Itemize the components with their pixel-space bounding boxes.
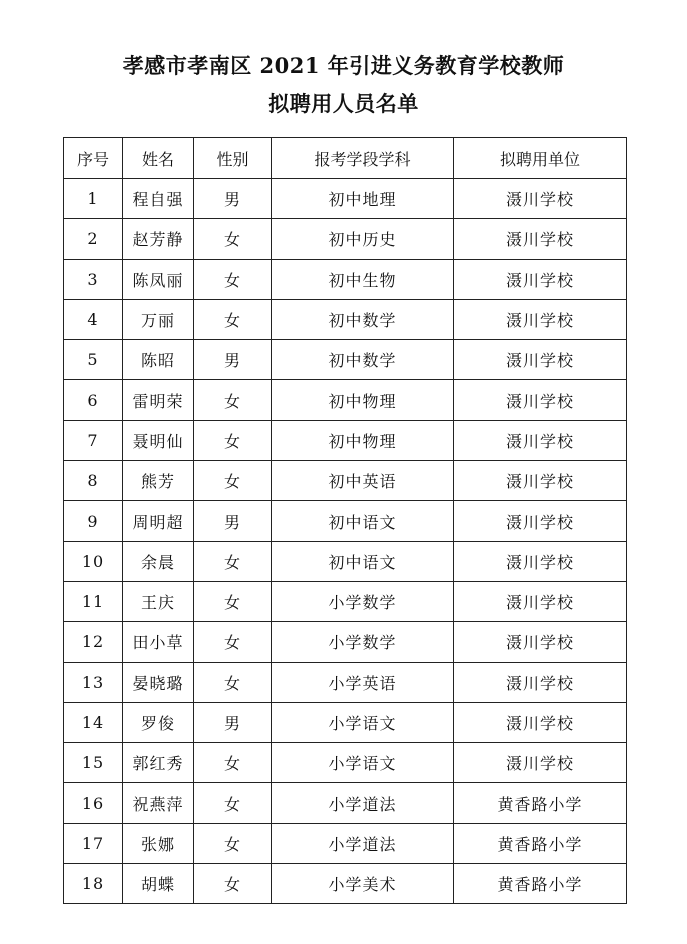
header-subject: 报考学段学科 xyxy=(272,138,454,179)
cell-serial-number: 13 xyxy=(64,662,123,702)
cell-hiring-unit: 滠川学校 xyxy=(454,380,627,420)
cell-serial-number: 10 xyxy=(64,541,123,581)
cell-hiring-unit: 滠川学校 xyxy=(454,420,627,460)
table-row xyxy=(64,461,627,501)
cell-name: 赵芳静 xyxy=(123,219,194,259)
table-row xyxy=(64,501,627,541)
cell-hiring-unit: 滠川学校 xyxy=(454,622,627,662)
cell-serial-number: 5 xyxy=(64,340,123,380)
cell-gender: 女 xyxy=(194,420,272,460)
cell-gender: 女 xyxy=(194,461,272,501)
cell-gender: 男 xyxy=(194,501,272,541)
cell-subject: 初中英语 xyxy=(272,461,454,501)
table-row xyxy=(64,823,627,863)
cell-gender: 女 xyxy=(194,380,272,420)
cell-subject: 小学英语 xyxy=(272,662,454,702)
header-gender: 性别 xyxy=(194,138,272,179)
cell-name: 罗俊 xyxy=(123,702,194,742)
cell-name: 陈凤丽 xyxy=(123,259,194,299)
table-header-row xyxy=(64,138,627,179)
cell-name: 王庆 xyxy=(123,581,194,621)
cell-subject: 初中语文 xyxy=(272,501,454,541)
table-row xyxy=(64,581,627,621)
cell-name: 程自强 xyxy=(123,179,194,219)
cell-hiring-unit: 黄香路小学 xyxy=(454,783,627,823)
cell-subject: 初中语文 xyxy=(272,541,454,581)
cell-hiring-unit: 滠川学校 xyxy=(454,340,627,380)
header-name: 姓名 xyxy=(123,138,194,179)
cell-subject: 小学数学 xyxy=(272,622,454,662)
cell-serial-number: 18 xyxy=(64,864,123,904)
cell-subject: 初中物理 xyxy=(272,420,454,460)
table-row xyxy=(64,299,627,339)
cell-subject: 小学语文 xyxy=(272,743,454,783)
cell-hiring-unit: 滠川学校 xyxy=(454,581,627,621)
cell-serial-number: 8 xyxy=(64,461,123,501)
table-row xyxy=(64,340,627,380)
cell-serial-number: 7 xyxy=(64,420,123,460)
cell-gender: 男 xyxy=(194,340,272,380)
table-row xyxy=(64,420,627,460)
table-body xyxy=(64,179,627,904)
table-row xyxy=(64,743,627,783)
cell-gender: 女 xyxy=(194,864,272,904)
cell-name: 余晨 xyxy=(123,541,194,581)
document-title-line2: 拟聘用人员名单 xyxy=(268,91,419,116)
table-row xyxy=(64,662,627,702)
cell-hiring-unit: 滠川学校 xyxy=(454,702,627,742)
cell-gender: 女 xyxy=(194,662,272,702)
cell-name: 晏晓璐 xyxy=(123,662,194,702)
cell-gender: 女 xyxy=(194,581,272,621)
cell-subject: 小学数学 xyxy=(272,581,454,621)
table-row xyxy=(64,179,627,219)
cell-serial-number: 3 xyxy=(64,259,123,299)
cell-serial-number: 6 xyxy=(64,380,123,420)
cell-hiring-unit: 黄香路小学 xyxy=(454,823,627,863)
table-row xyxy=(64,380,627,420)
cell-gender: 女 xyxy=(194,743,272,783)
cell-gender: 女 xyxy=(194,299,272,339)
cell-gender: 女 xyxy=(194,259,272,299)
cell-name: 张娜 xyxy=(123,823,194,863)
cell-serial-number: 14 xyxy=(64,702,123,742)
cell-gender: 男 xyxy=(194,179,272,219)
cell-hiring-unit: 滠川学校 xyxy=(454,541,627,581)
cell-hiring-unit: 黄香路小学 xyxy=(454,864,627,904)
table-row xyxy=(64,864,627,904)
table-row xyxy=(64,622,627,662)
cell-serial-number: 9 xyxy=(64,501,123,541)
cell-gender: 女 xyxy=(194,622,272,662)
cell-gender: 女 xyxy=(194,783,272,823)
cell-subject: 初中历史 xyxy=(272,219,454,259)
cell-hiring-unit: 滠川学校 xyxy=(454,501,627,541)
cell-subject: 小学美术 xyxy=(272,864,454,904)
cell-serial-number: 15 xyxy=(64,743,123,783)
cell-subject: 初中数学 xyxy=(272,340,454,380)
cell-name: 雷明荣 xyxy=(123,380,194,420)
cell-hiring-unit: 滠川学校 xyxy=(454,299,627,339)
cell-serial-number: 11 xyxy=(64,581,123,621)
cell-hiring-unit: 滠川学校 xyxy=(454,461,627,501)
cell-serial-number: 4 xyxy=(64,299,123,339)
cell-gender: 女 xyxy=(194,823,272,863)
cell-subject: 初中物理 xyxy=(272,380,454,420)
table-row xyxy=(64,219,627,259)
header-hiring-unit: 拟聘用单位 xyxy=(454,138,627,179)
cell-serial-number: 17 xyxy=(64,823,123,863)
cell-gender: 男 xyxy=(194,702,272,742)
hiring-roster-table xyxy=(63,137,627,904)
cell-serial-number: 1 xyxy=(64,179,123,219)
cell-serial-number: 2 xyxy=(64,219,123,259)
cell-hiring-unit: 滠川学校 xyxy=(454,743,627,783)
cell-serial-number: 16 xyxy=(64,783,123,823)
cell-name: 聂明仙 xyxy=(123,420,194,460)
cell-subject: 小学道法 xyxy=(272,823,454,863)
cell-gender: 女 xyxy=(194,219,272,259)
table-row xyxy=(64,541,627,581)
cell-subject: 小学道法 xyxy=(272,783,454,823)
cell-name: 熊芳 xyxy=(123,461,194,501)
cell-subject: 初中地理 xyxy=(272,179,454,219)
cell-name: 田小草 xyxy=(123,622,194,662)
document-title-line1: 孝感市孝南区 2021 年引进义务教育学校教师 xyxy=(122,53,565,78)
cell-name: 周明超 xyxy=(123,501,194,541)
table-row xyxy=(64,702,627,742)
cell-subject: 初中数学 xyxy=(272,299,454,339)
cell-serial-number: 12 xyxy=(64,622,123,662)
cell-hiring-unit: 滠川学校 xyxy=(454,662,627,702)
table-row xyxy=(64,259,627,299)
cell-name: 祝燕萍 xyxy=(123,783,194,823)
cell-name: 胡蝶 xyxy=(123,864,194,904)
cell-subject: 初中生物 xyxy=(272,259,454,299)
cell-subject: 小学语文 xyxy=(272,702,454,742)
cell-gender: 女 xyxy=(194,541,272,581)
cell-hiring-unit: 滠川学校 xyxy=(454,219,627,259)
table-row xyxy=(64,783,627,823)
cell-name: 陈昭 xyxy=(123,340,194,380)
cell-hiring-unit: 滠川学校 xyxy=(454,179,627,219)
cell-name: 郭红秀 xyxy=(123,743,194,783)
header-serial-number: 序号 xyxy=(64,138,123,179)
cell-name: 万丽 xyxy=(123,299,194,339)
cell-hiring-unit: 滠川学校 xyxy=(454,259,627,299)
